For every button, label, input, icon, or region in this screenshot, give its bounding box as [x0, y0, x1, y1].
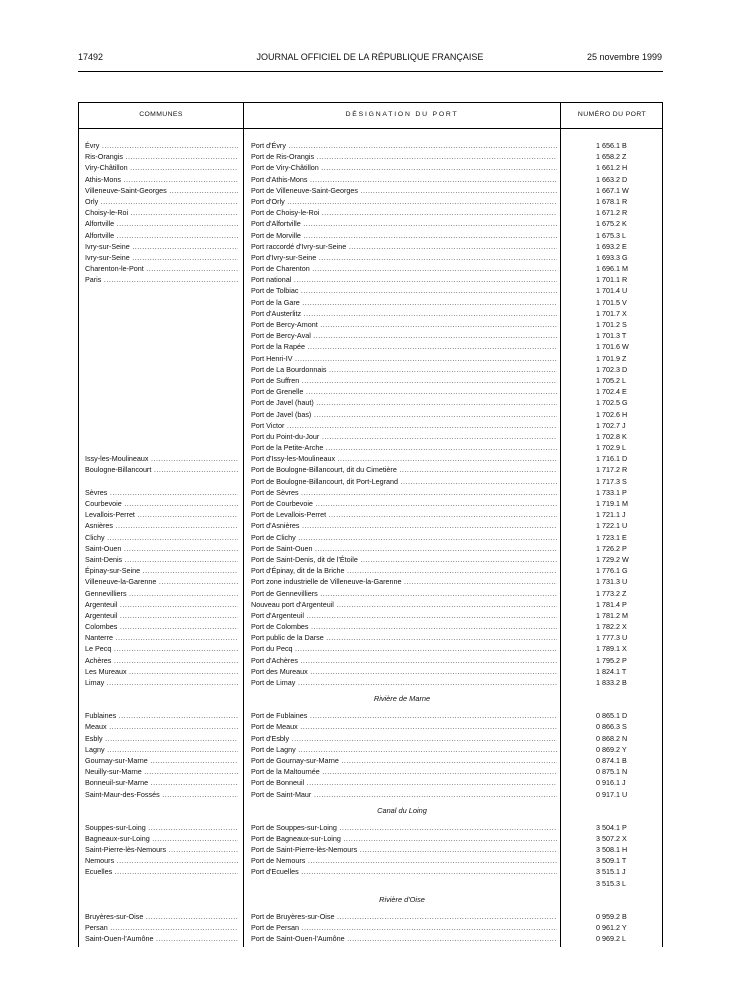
table-row — [79, 922, 662, 933]
port-number-cell: 1 702.6 H — [596, 409, 628, 419]
table-row — [79, 733, 662, 744]
table-row — [79, 509, 662, 520]
table-row — [79, 744, 662, 755]
port-designation-cell: Port de Sèvres ..... — [251, 487, 557, 498]
commune-cell: Évry ..... — [85, 140, 238, 151]
table-row — [79, 599, 662, 610]
table-row — [79, 755, 662, 766]
table-row — [79, 532, 662, 543]
commune-cell: Alfortville ..... — [85, 230, 238, 241]
commune-cell: Nanterre ..... — [85, 632, 238, 643]
commune-cell: Lagny ..... — [85, 744, 238, 755]
table-row — [79, 241, 662, 252]
commune-cell: Orly ..... — [85, 196, 238, 207]
commune-cell: Les Mureaux ..... — [85, 666, 238, 677]
commune-cell: Clichy ..... — [85, 532, 238, 543]
port-designation-cell: Port d'Austerlitz ..... — [251, 308, 557, 319]
table-row — [79, 274, 662, 285]
port-designation-cell: Port de la Maltournée ..... — [251, 766, 557, 777]
port-number-cell: 1 701.2 S — [596, 320, 627, 329]
port-designation-cell: Port du Point-du-Jour ..... — [251, 431, 557, 442]
port-number-cell: 0 959.2 B — [596, 911, 627, 921]
port-designation-cell: Port de Colombes ..... — [251, 621, 557, 632]
port-designation-cell: Port d'Argenteuil ..... — [251, 610, 557, 621]
table-row — [79, 520, 662, 531]
port-number-cell: 1 719.1 M — [596, 499, 628, 508]
column-header-numero: NUMÉRO DU PORT — [577, 111, 647, 118]
table-row — [79, 453, 662, 464]
commune-cell: Saint-Maur-des-Fossés ..... — [85, 789, 238, 800]
table-row — [79, 766, 662, 777]
port-designation-cell: Nouveau port d'Argenteuil ..... — [251, 599, 557, 610]
commune-cell: Saint-Ouen-l'Aumône ..... — [85, 933, 238, 944]
table-row — [79, 588, 662, 599]
issue-date: 25 novembre 1999 — [586, 52, 662, 62]
table-row — [79, 297, 662, 308]
journal-title: JOURNAL OFFICIEL DE LA RÉPUBLIQUE FRANÇAISE — [256, 52, 484, 62]
port-designation-cell: Port de Bonneuil ..... — [251, 777, 557, 788]
port-number-cell: 1 663.2 D — [596, 174, 628, 184]
commune-cell: Villeneuve-Saint-Georges ..... — [85, 185, 238, 196]
table-row — [79, 833, 662, 844]
port-designation-cell: Port de Persan ..... — [251, 922, 557, 933]
port-number-cell: 1 702.5 G — [596, 398, 628, 408]
table-row — [79, 185, 662, 196]
table-row — [79, 721, 662, 732]
port-number-cell: 1 782.2 X — [596, 622, 627, 632]
port-number-cell: 1 667.1 W — [596, 185, 629, 195]
table-row — [79, 655, 662, 666]
port-designation-cell: Port de Fublaines ..... — [251, 710, 557, 721]
port-number-cell: 1 795.2 P — [596, 655, 627, 665]
table-row — [79, 252, 662, 263]
port-designation-cell: Port de Viry-Châtillon ..... — [251, 162, 557, 173]
port-number-cell: 1 781.4 P — [596, 599, 627, 609]
commune-cell: Argenteuil ..... — [85, 599, 238, 610]
table-row — [79, 386, 662, 397]
table-row — [79, 174, 662, 185]
port-designation-cell: Port du Pecq ..... — [251, 643, 557, 654]
table-row — [79, 677, 662, 688]
table-row — [79, 330, 662, 341]
table-row — [79, 933, 662, 944]
port-designation-cell: Port de La Bourdonnais ..... — [251, 364, 557, 375]
port-designation-cell: Port de Saint-Ouen ..... — [251, 543, 557, 554]
port-designation-cell: Port d'Athis-Mons ..... — [251, 174, 557, 185]
table-row — [79, 565, 662, 576]
port-designation-cell: Port des Mureaux ..... — [251, 666, 557, 677]
port-number-cell: 1 701.5 V — [596, 297, 627, 307]
port-number-cell: 1 723.1 E — [596, 532, 627, 542]
table-row — [79, 420, 662, 431]
port-designation-cell: Port Victor ..... — [251, 420, 557, 431]
section-heading — [79, 800, 662, 822]
port-designation-cell: Port de Choisy-le-Roi ..... — [251, 207, 557, 218]
commune-cell: Sèvres ..... — [85, 487, 238, 498]
commune-cell: Alfortville ..... — [85, 218, 238, 229]
commune-cell: Nemours ..... — [85, 855, 238, 866]
port-number-cell: 1 789.1 X — [596, 644, 627, 654]
port-number-cell: 0 916.1 J — [596, 778, 626, 788]
port-designation-cell: Port de Villeneuve-Saint-Georges ..... — [251, 185, 557, 196]
port-designation-cell: Port d'Évry ..... — [251, 140, 557, 151]
commune-cell: Viry-Châtillon ..... — [85, 162, 238, 173]
commune-cell: Meaux ..... — [85, 721, 238, 732]
table-row — [79, 140, 662, 151]
port-number-cell: 1 702.8 K — [596, 431, 627, 441]
column-header-designation: DÉSIGNATION DU PORT — [345, 111, 459, 118]
table-row — [79, 341, 662, 352]
port-designation-cell: Port d'Issy-les-Moulineaux ..... — [251, 453, 557, 464]
section-title: Rivière d'Oise — [379, 894, 425, 904]
port-designation-cell: Port de Saint-Pierre-lès-Nemours ..... — [251, 844, 557, 855]
port-designation-cell: Port de Boulogne-Billancourt, dit du Cimetière ..... — [251, 464, 557, 475]
port-designation-cell: Port d'Achères ..... — [251, 655, 557, 666]
table-row — [79, 263, 662, 274]
port-designation-cell: Port de la Rapée ..... — [251, 341, 557, 352]
port-designation-cell: Port de Bercy-Aval ..... — [251, 330, 557, 341]
port-number-cell: 1 675.3 L — [596, 230, 626, 240]
port-number-cell: 1 731.3 U — [596, 577, 628, 587]
table-row — [79, 353, 662, 364]
port-number-cell: 0 865.1 D — [596, 711, 628, 721]
port-number-cell: 1 717.3 S — [596, 476, 627, 486]
table-row — [79, 196, 662, 207]
port-designation-cell: Port de Limay ..... — [251, 677, 557, 688]
port-number-cell: 1 701.9 Z — [596, 353, 627, 363]
table-row — [79, 576, 662, 587]
port-designation-cell: Port de Javel (bas) ..... — [251, 409, 557, 420]
table-row — [79, 464, 662, 475]
section-heading — [79, 688, 662, 710]
table-row — [79, 151, 662, 162]
table-row — [79, 409, 662, 420]
port-designation-cell: Port national ..... — [251, 274, 557, 285]
port-number-cell: 1 678.1 R — [596, 196, 628, 206]
port-number-cell: 0 917.1 U — [596, 789, 628, 799]
table-body — [79, 140, 662, 944]
port-designation-cell: Port de Saint-Denis, dit de l'Étoile ..... — [251, 554, 557, 565]
table-row — [79, 632, 662, 643]
commune-cell: Achères ..... — [85, 655, 238, 666]
port-designation-cell: Port de Gennevilliers ..... — [251, 588, 557, 599]
section-title: Canal du Loing — [377, 805, 427, 815]
port-number-cell: 1 702.9 L — [596, 443, 626, 453]
table-row — [79, 285, 662, 296]
port-number-cell: 1 702.7 J — [596, 420, 626, 430]
port-designation-cell: Port de Saint-Maur ..... — [251, 789, 557, 800]
table-row — [79, 643, 662, 654]
port-designation-cell: Port de Javel (haut) ..... — [251, 397, 557, 408]
commune-cell: Saint-Denis ..... — [85, 554, 238, 565]
port-number-cell: 3 515.3 L — [596, 878, 626, 888]
port-number-cell: 1 833.2 B — [596, 678, 627, 687]
port-number-cell: 1 722.1 U — [596, 521, 628, 531]
port-number-cell: 1 693.2 E — [596, 241, 627, 251]
port-number-cell: 1 781.2 M — [596, 610, 628, 620]
port-number-cell: 0 969.2 L — [596, 934, 626, 944]
port-number-cell: 1 702.4 E — [596, 387, 627, 397]
port-designation-cell: Port d'Orly ..... — [251, 196, 557, 207]
commune-cell: Issy-les-Moulineaux ..... — [85, 453, 238, 464]
port-number-cell: 1 701.7 X — [596, 308, 627, 318]
port-designation-cell: Port de Suffren ..... — [251, 375, 557, 386]
port-designation-cell: Port de Bruyères-sur-Oise ..... — [251, 911, 557, 922]
port-designation-cell: Port de Saint-Ouen-l'Aumône ..... — [251, 933, 557, 944]
port-number-cell: 1 773.2 Z — [596, 588, 627, 598]
commune-cell: Ecuelles ..... — [85, 866, 238, 877]
commune-cell: Villeneuve-la-Garenne ..... — [85, 576, 238, 587]
commune-cell: Charenton-le-Pont ..... — [85, 263, 238, 274]
ports-table — [78, 102, 663, 947]
table-row — [79, 822, 662, 833]
commune-cell: Bagneaux-sur-Loing ..... — [85, 833, 238, 844]
port-number-cell: 1 661.2 H — [596, 163, 628, 173]
port-number-cell: 1 696.1 M — [596, 264, 628, 274]
port-number-cell: 1 776.1 G — [596, 566, 628, 576]
port-number-cell: 1 701.4 U — [596, 286, 628, 296]
table-row — [79, 554, 662, 565]
port-number-cell: 1 717.2 R — [596, 465, 628, 475]
port-designation-cell: Port de Bagneaux-sur-Loing ..... — [251, 833, 557, 844]
commune-cell: Souppes-sur-Loing ..... — [85, 822, 238, 833]
port-designation-cell: Port d'Alfortville ..... — [251, 218, 557, 229]
commune-cell: Colombes ..... — [85, 621, 238, 632]
port-number-cell: 1 729.2 W — [596, 554, 629, 564]
port-designation-cell: Port de Bercy-Amont ..... — [251, 319, 557, 330]
port-number-cell: 3 504.1 P — [596, 822, 627, 832]
port-number-cell: 0 868.2 N — [596, 733, 628, 743]
port-designation-cell: Port de Boulogne-Billancourt, dit Port-Legrand ..... — [251, 476, 557, 487]
port-number-cell: 1 777.3 U — [596, 633, 628, 643]
port-number-cell: 3 509.1 T — [596, 856, 627, 866]
port-number-cell: 1 702.3 D — [596, 364, 628, 374]
port-number-cell: 0 961.2 Y — [596, 923, 627, 932]
port-designation-cell: Port d'Épinay, dit de la Briche ..... — [251, 565, 557, 576]
table-row — [79, 207, 662, 218]
port-number-cell: 1 726.2 P — [596, 543, 627, 553]
port-number-cell: 3 515.1 J — [596, 867, 626, 877]
port-designation-cell: Port de Charenton ..... — [251, 263, 557, 274]
table-row — [79, 218, 662, 229]
port-designation-cell: Port de Clichy ..... — [251, 532, 557, 543]
commune-cell: Athis-Mons ..... — [85, 174, 238, 185]
table-row — [79, 543, 662, 554]
port-designation-cell: Port d'Asnières ..... — [251, 520, 557, 531]
commune-cell: Gournay-sur-Marne ..... — [85, 755, 238, 766]
table-row — [79, 610, 662, 621]
port-designation-cell: Port de Meaux ..... — [251, 721, 557, 732]
port-number-cell: 1 701.6 W — [596, 342, 629, 352]
port-number-cell: 1 701.1 R — [596, 275, 628, 285]
table-row — [79, 397, 662, 408]
commune-cell: Choisy-le-Roi ..... — [85, 207, 238, 218]
port-number-cell: 1 701.3 T — [596, 331, 627, 341]
table-row — [79, 364, 662, 375]
port-designation-cell: Port de la Petite-Arche ..... — [251, 442, 557, 453]
port-number-cell: 0 866.3 S — [596, 722, 627, 732]
port-designation-cell: Port public de la Darse ..... — [251, 632, 557, 643]
port-designation-cell: Port de Nemours ..... — [251, 855, 557, 866]
port-number-cell: 1 824.1 T — [596, 666, 627, 676]
port-number-cell: 1 671.2 R — [596, 208, 628, 218]
commune-cell: Ivry-sur-Seine ..... — [85, 241, 238, 252]
port-number-cell: 1 658.2 Z — [596, 152, 627, 162]
port-number-cell: 1 693.3 G — [596, 252, 628, 262]
table-row — [79, 442, 662, 453]
commune-cell: Limay ..... — [85, 677, 238, 688]
port-number-cell: 1 721.1 J — [596, 510, 626, 520]
header-divider — [79, 128, 662, 129]
table-row — [79, 230, 662, 241]
table-row — [79, 375, 662, 386]
commune-cell: Boulogne-Billancourt ..... — [85, 464, 238, 475]
port-designation-cell: Port raccordé d'Ivry-sur-Seine ..... — [251, 241, 557, 252]
port-number-cell: 1 705.2 L — [596, 375, 626, 385]
commune-cell: Esbly ..... — [85, 733, 238, 744]
table-row — [79, 855, 662, 866]
port-designation-cell: Port de Morville ..... — [251, 230, 557, 241]
commune-cell: Ris-Orangis ..... — [85, 151, 238, 162]
port-number-cell: 0 874.1 B — [596, 755, 627, 765]
port-designation-cell: Port d'Ecuelles ..... — [251, 866, 557, 877]
table-row — [79, 777, 662, 788]
port-designation-cell: Port de Souppes-sur-Loing ..... — [251, 822, 557, 833]
table-row — [79, 487, 662, 498]
port-designation-cell: Port de Levallois-Perret ..... — [251, 509, 557, 520]
table-row — [79, 431, 662, 442]
port-number-cell: 1 716.1 D — [596, 454, 628, 464]
commune-cell: Argenteuil ..... — [85, 610, 238, 621]
port-number-cell: 1 656.1 B — [596, 141, 627, 150]
port-designation-cell: Port Henri-IV ..... — [251, 353, 557, 364]
commune-cell: Persan ..... — [85, 922, 238, 933]
page-number: 17492 — [78, 52, 104, 62]
table-row — [79, 308, 662, 319]
column-header-communes: COMMUNES — [139, 111, 183, 118]
port-number-cell: 0 869.2 Y — [596, 744, 627, 754]
page-header — [78, 52, 662, 66]
table-row — [79, 710, 662, 721]
commune-cell: Gennevilliers ..... — [85, 588, 238, 599]
commune-cell: Courbevoie ..... — [85, 498, 238, 509]
port-designation-cell: Port d'Ivry-sur-Seine ..... — [251, 252, 557, 263]
port-number-cell: 3 508.1 H — [596, 845, 628, 855]
table-row — [79, 878, 662, 889]
table-row — [79, 789, 662, 800]
port-designation-cell: Port d'Esbly ..... — [251, 733, 557, 744]
port-number-cell: 1 733.1 P — [596, 487, 627, 497]
table-row — [79, 319, 662, 330]
port-designation-cell: Port de la Gare ..... — [251, 297, 557, 308]
table-row — [79, 498, 662, 509]
table-row — [79, 621, 662, 632]
commune-cell: Asnières ..... — [85, 520, 238, 531]
table-row — [79, 844, 662, 855]
commune-cell: Saint-Ouen ..... — [85, 543, 238, 554]
commune-cell: Saint-Pierre-lès-Nemours ..... — [85, 844, 238, 855]
table-row — [79, 162, 662, 173]
table-row — [79, 476, 662, 487]
commune-cell: Épinay-sur-Seine ..... — [85, 565, 238, 576]
port-designation-cell: Port de Lagny ..... — [251, 744, 557, 755]
port-number-cell: 3 507.2 X — [596, 833, 627, 843]
commune-cell: Bruyères-sur-Oise ..... — [85, 911, 238, 922]
port-designation-cell: Port de Ris-Orangis ..... — [251, 151, 557, 162]
port-designation-cell: Port de Tolbiac ..... — [251, 285, 557, 296]
port-designation-cell: Port zone industrielle de Villeneuve-la-Garenne ..... — [251, 576, 557, 587]
commune-cell: Ivry-sur-Seine ..... — [85, 252, 238, 263]
commune-cell: Levallois-Perret ..... — [85, 509, 238, 520]
table-row — [79, 666, 662, 677]
commune-cell: Fublaines ..... — [85, 710, 238, 721]
commune-cell: Le Pecq ..... — [85, 643, 238, 654]
commune-cell: Bonneuil-sur-Marne ..... — [85, 777, 238, 788]
table-row — [79, 866, 662, 877]
port-designation-cell: Port de Courbevoie ..... — [251, 498, 557, 509]
section-heading — [79, 889, 662, 911]
port-designation-cell: Port de Grenelle ..... — [251, 386, 557, 397]
port-number-cell: 1 675.2 K — [596, 219, 627, 229]
header-rule — [78, 71, 663, 72]
section-title: Rivière de Marne — [373, 694, 431, 704]
port-number-cell: 0 875.1 N — [596, 767, 628, 777]
commune-cell: Neuilly-sur-Marne ..... — [85, 766, 238, 777]
table-row — [79, 911, 662, 922]
port-designation-cell: Port de Gournay-sur-Marne ..... — [251, 755, 557, 766]
commune-cell: Paris ..... — [85, 274, 238, 285]
